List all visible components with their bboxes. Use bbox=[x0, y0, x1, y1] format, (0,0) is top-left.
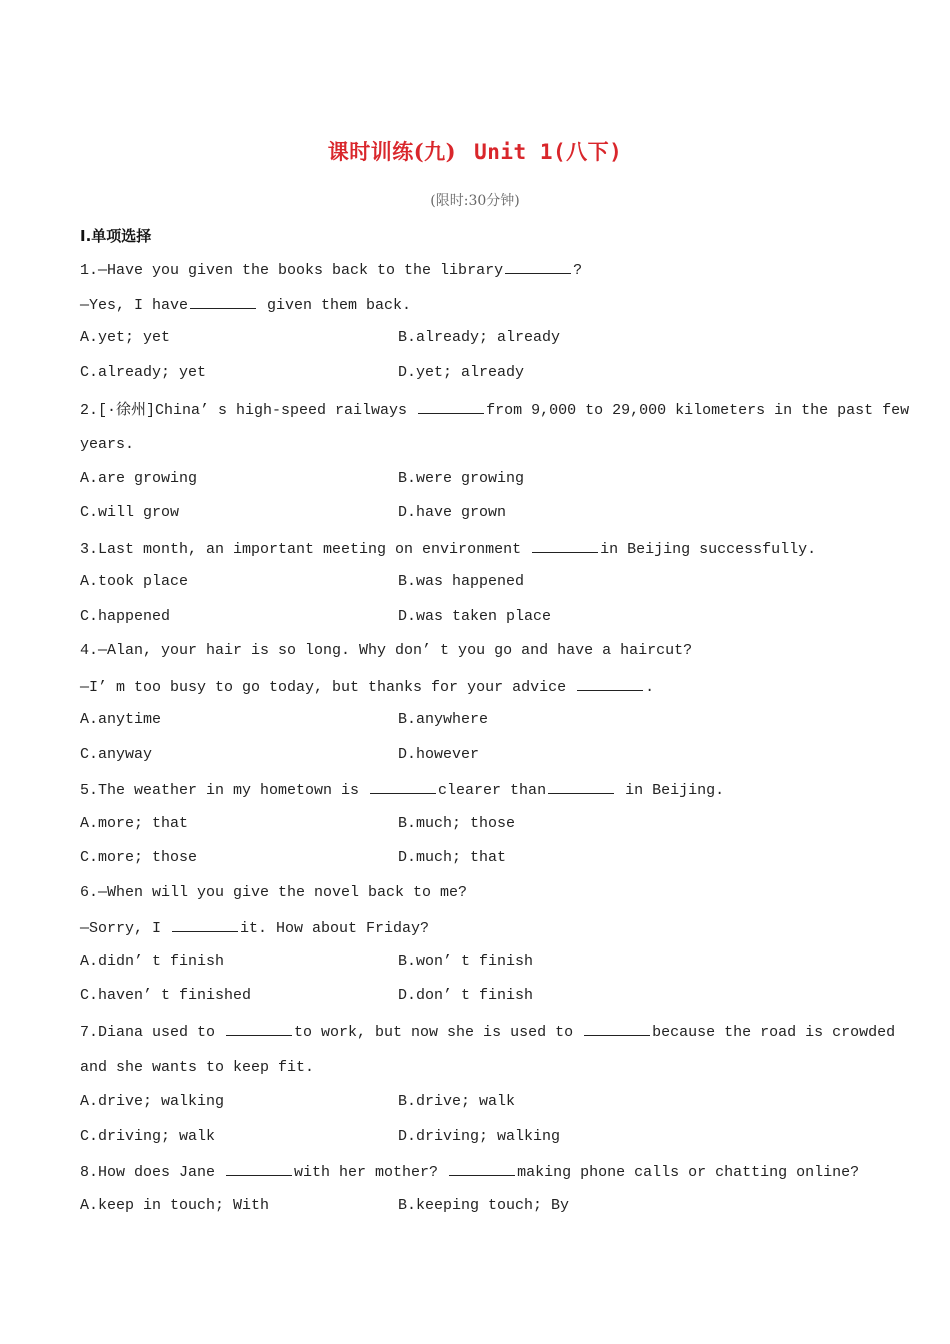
option-b: B.were growing bbox=[398, 470, 525, 487]
answer-blank bbox=[584, 1022, 650, 1036]
title-chinese: 课时训练(九) bbox=[327, 139, 457, 164]
question-7-line-1: 7.Diana used to to work, but now she is used to because the road is crowded bbox=[80, 1024, 896, 1041]
option-a: A.drive; walking bbox=[80, 1093, 225, 1110]
option-d: D.was taken place bbox=[398, 608, 552, 625]
answer-blank bbox=[370, 780, 436, 794]
option-a: A.took place bbox=[80, 573, 189, 590]
option-b: B.anywhere bbox=[398, 711, 489, 728]
option-d: D.don’ t finish bbox=[398, 987, 534, 1004]
question-2-line-2: years. bbox=[80, 436, 135, 453]
option-a: A.didn’ t finish bbox=[80, 953, 225, 970]
answer-blank bbox=[226, 1162, 292, 1176]
answer-blank bbox=[449, 1162, 515, 1176]
option-c: C.haven’ t finished bbox=[80, 987, 252, 1004]
question-4-line-2: —I’ m too busy to go today, but thanks for your advice . bbox=[80, 679, 655, 696]
option-d: D.however bbox=[398, 746, 480, 763]
answer-blank bbox=[226, 1022, 292, 1036]
answer-blank bbox=[172, 918, 238, 932]
question-4-line-1: 4.—Alan, your hair is so long. Why don’ t you go and have a haircut? bbox=[80, 642, 693, 659]
option-c: C.more; those bbox=[80, 849, 198, 866]
option-c: C.will grow bbox=[80, 504, 180, 521]
option-b: B.won’ t finish bbox=[398, 953, 534, 970]
option-c: C.anyway bbox=[80, 746, 153, 763]
option-b: B.keeping touch; By bbox=[398, 1197, 570, 1214]
option-a: A.are growing bbox=[80, 470, 198, 487]
option-d: D.driving; walking bbox=[398, 1128, 561, 1145]
question-5-line-1: 5.The weather in my hometown is clearer than in Beijing. bbox=[80, 782, 725, 799]
answer-blank bbox=[418, 400, 484, 414]
option-b: B.already; already bbox=[398, 329, 561, 346]
question-8-line-1: 8.How does Jane with her mother? making phone calls or chatting online? bbox=[80, 1164, 860, 1181]
option-b: B.was happened bbox=[398, 573, 525, 590]
option-c: C.already; yet bbox=[80, 364, 207, 381]
page-title bbox=[0, 136, 950, 166]
answer-blank bbox=[548, 780, 614, 794]
option-d: D.much; that bbox=[398, 849, 507, 866]
answer-blank bbox=[190, 295, 256, 309]
time-limit: (限时:30分钟) bbox=[430, 193, 520, 209]
question-2-line-1: 2.[·徐州]China’ s high-speed railways from 9,000 to 29,000 kilometers in the past few bbox=[80, 402, 910, 419]
option-a: A.yet; yet bbox=[80, 329, 171, 346]
question-7-line-2: and she wants to keep fit. bbox=[80, 1059, 315, 1076]
option-d: D.yet; already bbox=[398, 364, 525, 381]
answer-blank bbox=[577, 677, 643, 691]
option-a: A.more; that bbox=[80, 815, 189, 832]
option-c: C.driving; walk bbox=[80, 1128, 216, 1145]
question-6-line-2: —Sorry, I it. How about Friday? bbox=[80, 920, 430, 937]
option-d: D.have grown bbox=[398, 504, 507, 521]
question-1-line-2: —Yes, I have given them back. bbox=[80, 297, 412, 314]
title-unit: Unit 1(八下) bbox=[474, 140, 623, 164]
question-1-line-1: 1.—Have you given the books back to the library ? bbox=[80, 262, 583, 279]
section-heading: Ⅰ.单项选择 bbox=[80, 227, 152, 245]
option-a: A.keep in touch; With bbox=[80, 1197, 270, 1214]
option-b: B.drive; walk bbox=[398, 1093, 516, 1110]
answer-blank bbox=[532, 539, 598, 553]
question-3-line-1: 3.Last month, an important meeting on environment in Beijing successfully. bbox=[80, 541, 817, 558]
option-b: B.much; those bbox=[398, 815, 516, 832]
answer-blank bbox=[505, 260, 571, 274]
option-a: A.anytime bbox=[80, 711, 162, 728]
option-c: C.happened bbox=[80, 608, 171, 625]
question-6-line-1: 6.—When will you give the novel back to me? bbox=[80, 884, 468, 901]
